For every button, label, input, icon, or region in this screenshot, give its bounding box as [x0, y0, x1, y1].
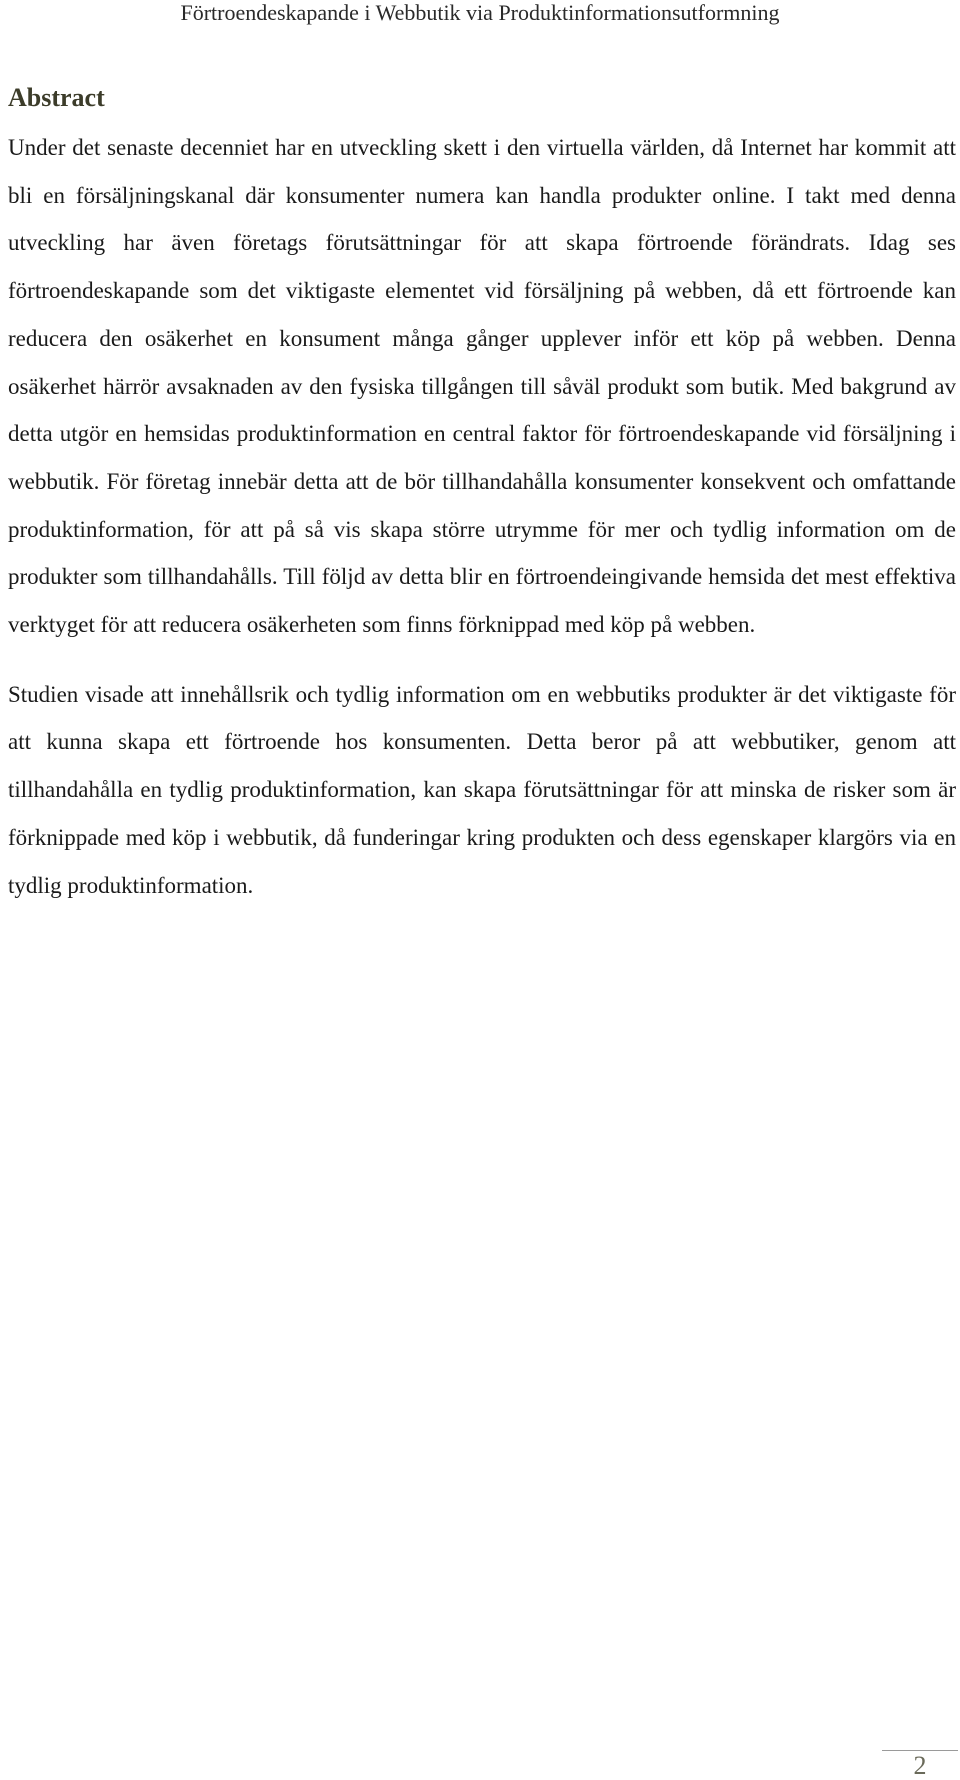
abstract-section: [8, 78, 956, 909]
section-heading: Abstract: [8, 83, 105, 112]
abstract-paragraph-2: Studien visade att innehållsrik och tydlig information om en webbutiks produkter är det viktigaste för att kunna skapa ett förtroende hos konsumenten. Detta beror på att webbutiker, genom att tillhandahålla en tydlig produktinformation, kan skapa förutsättningar för att minska de risker som är förknippade med köp i webbutik, då funderingar kring produkten och dess egenskaper klargörs via en tydlig produktinformation.: [8, 681, 956, 898]
abstract-paragraph-1: Under det senaste decenniet har en utveckling skett i den virtuella världen, då Internet har kommit att bli en försäljningskanal där konsumenter numera kan handla produkter online. I takt med denna utveckling har även företags förutsättningar för att skapa förtroende förändrats. Idag ses förtroendeskapande som det viktigaste elementet vid försäljning på webben, då ett förtroende kan reducera den osäkerhet en konsument många gånger upplever inför ett köp på webben. Denna osäkerhet härrör avsaknaden av den fysiska tillgången till såväl produkt som butik. Med bakgrund av detta utgör en hemsidas produktinformation en central faktor för förtroendeskapande vid försäljning i webbutik. För företag innebär detta att de bör tillhandahålla konsumenter konsekvent och omfattande produktinformation, för att på så vis skapa större utrymme för mer och tydlig information om de produkter som tillhandahålls. Till följd av detta blir en förtroendeingivande hemsida det mest effektiva verktyget för att reducera osäkerheten som finns förknippad med köp på webben.: [8, 135, 956, 638]
running-header: Förtroendeskapande i Webbutik via Produktinformationsutformning: [180, 0, 780, 25]
page-number: 2: [913, 1751, 927, 1780]
